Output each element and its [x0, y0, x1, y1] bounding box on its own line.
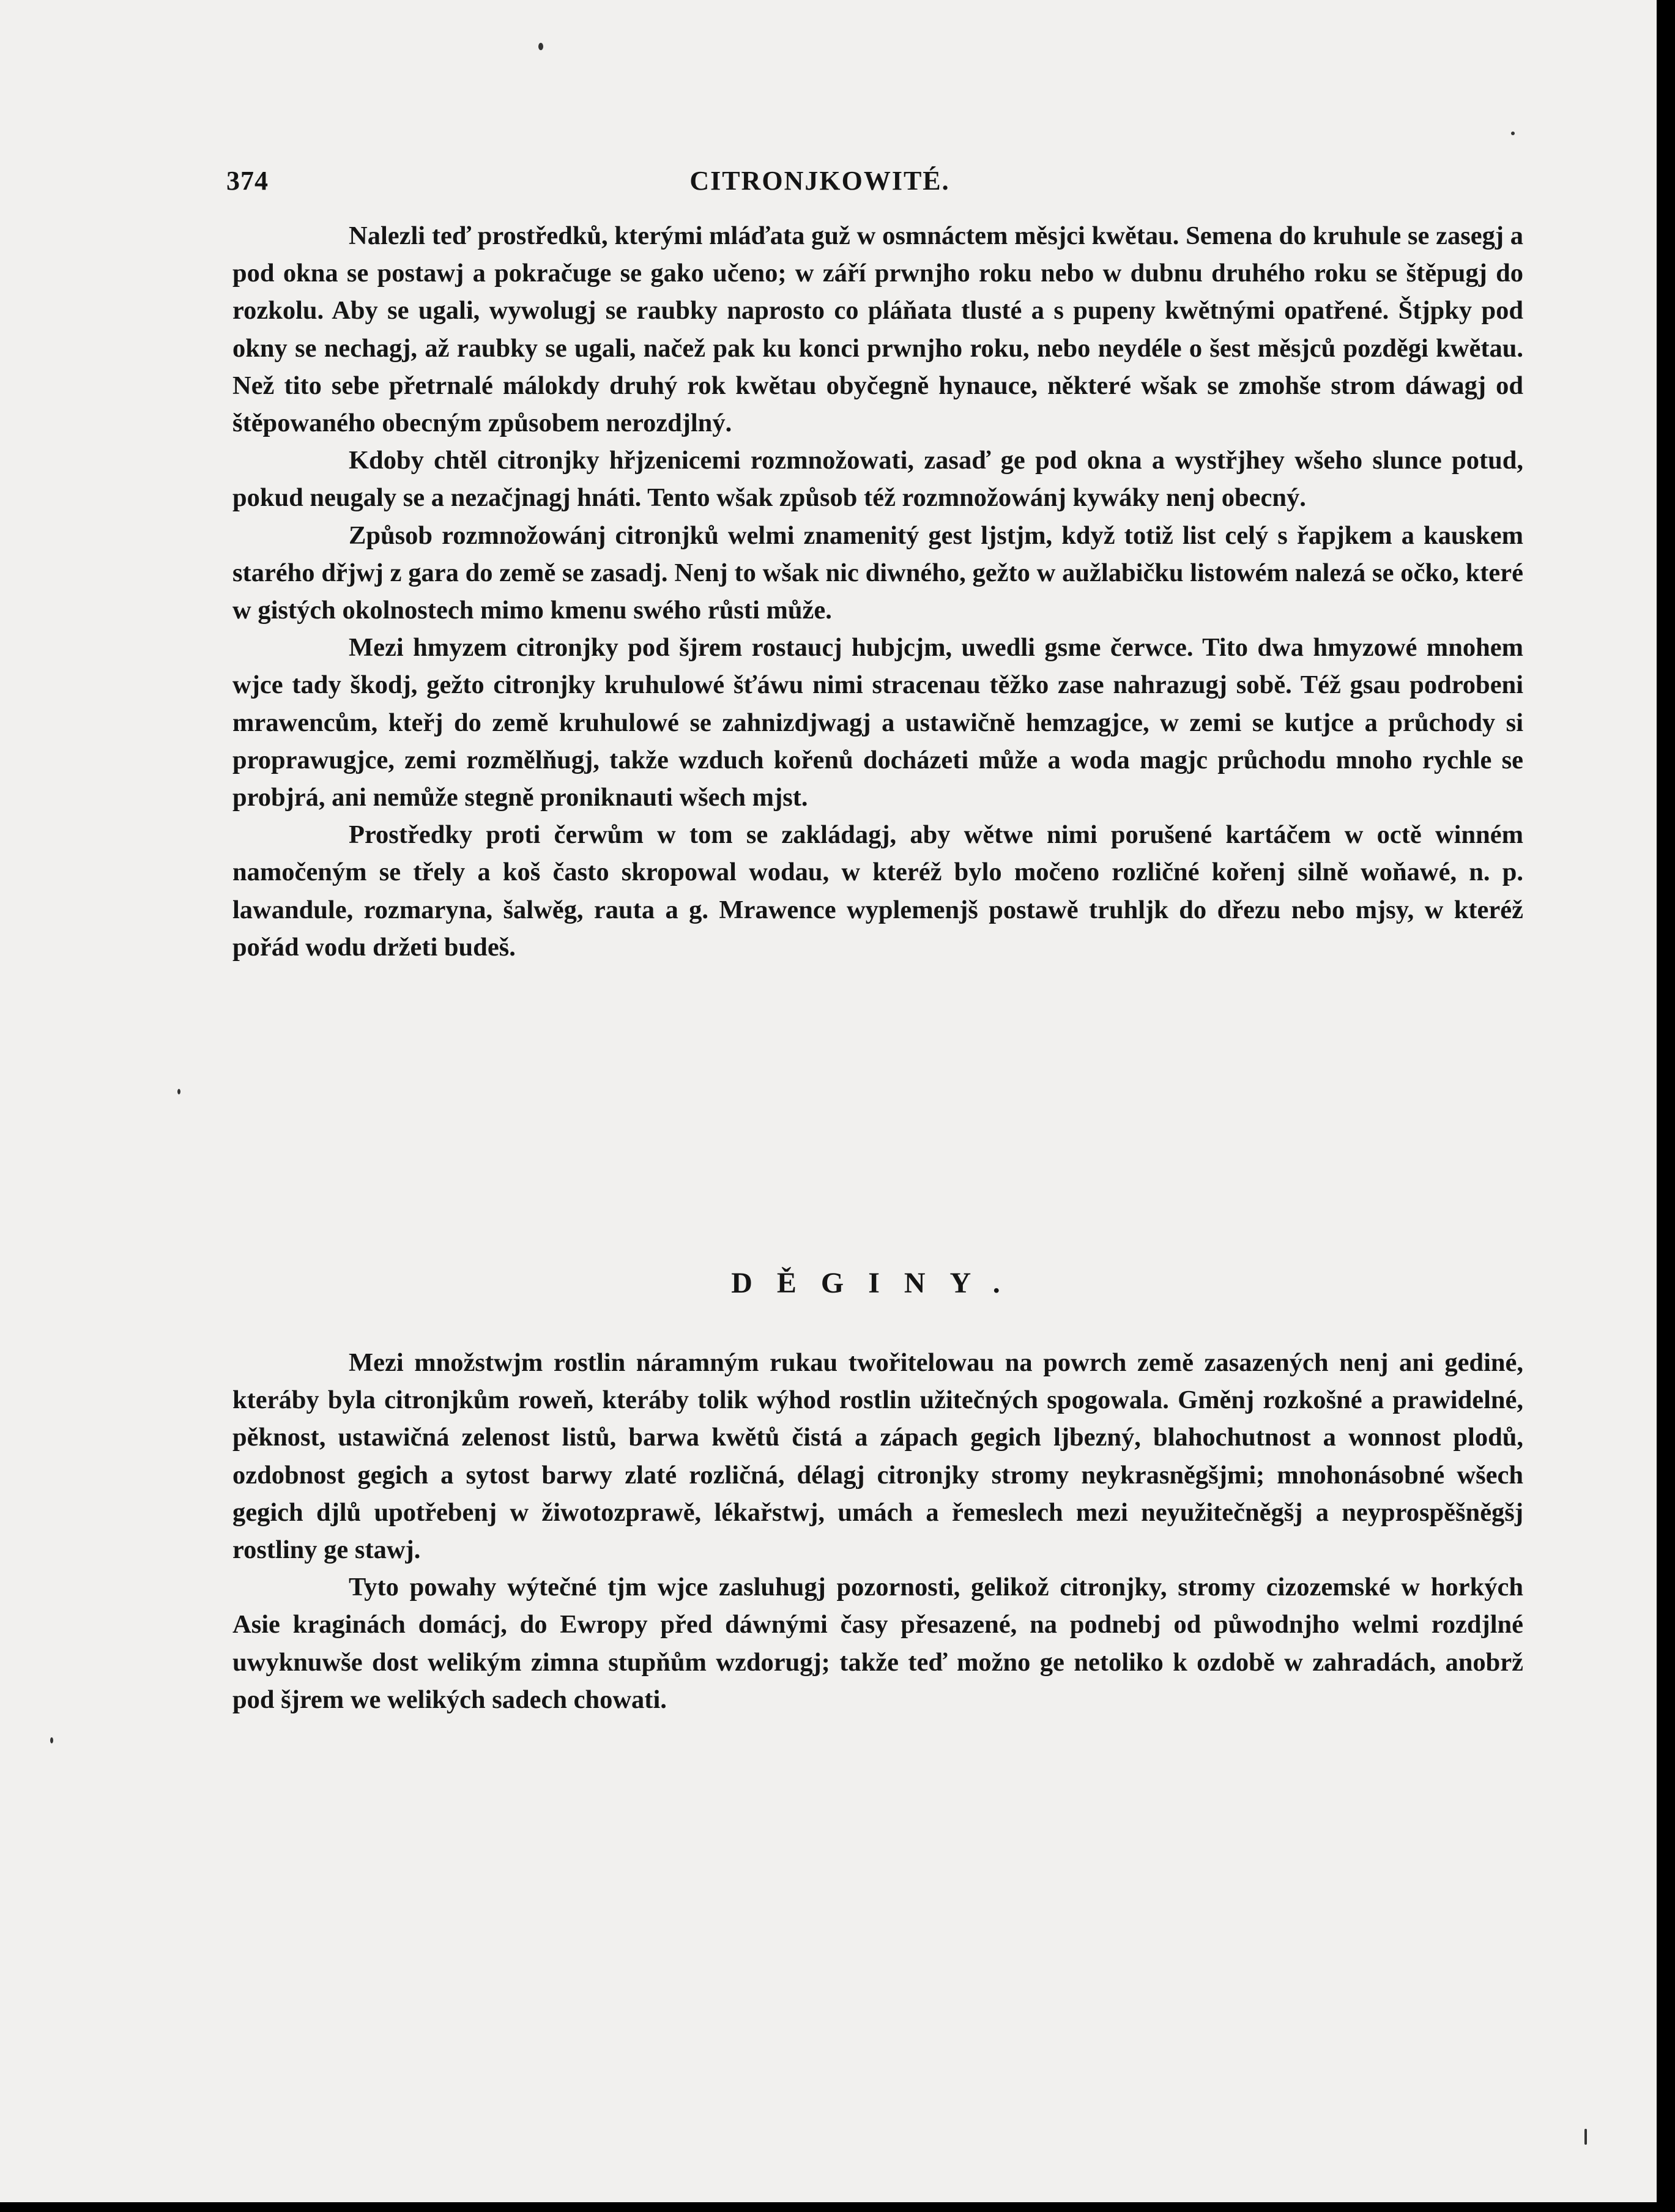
paragraph: Nalezli teď prostředků, kterými mláďata guž w osmnáctem měsjci kwětau. Semena do kruhule se zasegj a pod okna se postawj a pokračuge se gako učeno; w září prwnjho roku nebo w dubnu druhého roku se štěpugj do rozkolu. Aby se ugali, wywolugj se raubky naprosto co pláňata tlusté a s pupeny kwětnými opatřené. Štjpky pod okny se nechagj, až raubky se ugali, načež pak ku konci prwnjho roku, nebo neydéle o šest měsjců pozděgi kwětau. Než tito sebe přetrnalé málokdy druhý rok kwětau obyčegně hynauce, některé wšak se zmohše strom dáwagj od štěpowaného obecným způsobem nerozdjlný. [232, 221, 1523, 438]
paragraph: Mezi hmyzem citronjky pod šjrem rostaucj hubjcjm, uwedli gsme čerwce. Tito dwa hmyzowé mnohem wjce tady škodj, gežto citronjky kruhulowé šťáwu nimi stracenau těžko zase nahrazugj sobě. Též gsau podrobeni mrawencům, kteřj do země kruhulowé se zahnizdjwagj a ustawičně hemzagjce, w zemi se kutjce a průchody si proprawugjce, zemi rozmělňugj, takže wzduch kořenů docházeti může a woda magjc průchodu mnoho rychle se probjrá, ani nemůže stegně proniknauti wšech mjst. [232, 633, 1523, 812]
paragraph: Způsob rozmnožowánj citronjků welmi znamenitý gest ljstjm, když totiž list celý s řapjkem a kauskem starého dřjwj z gara do země se zasadj. Nenj to wšak nic diwného, gežto w aužlabičku listowém nalezá se očko, které w gistých okolnostech mimo kmenu swého růsti může. [232, 521, 1523, 625]
paper-speck [1511, 132, 1515, 135]
paragraph: Mezi množstwjm rostlin náramným rukau twořitelowau na powrch země zasazených nenj ani gediné, kteráby byla citronjkům roweň, kteráby tolik wýhod rostlin užitečných spogowala. Gměnj rozkošné a prawidelné, pěknost, ustawičná zelenost listů, barwa kwětů čistá a zápach gegich ljbezný, blahochutnost a wonnost plodů, ozdobnost gegich a sytost barwy zlaté rozličná, délagj citronjky stromy neykrasněgšjmi; mnohonásobné wšech gegich djlů upotřebenj w žiwotozprawě, lékařstwj, umách a řemeslech mezi neyužitečněgšj a neyprospěšněgšj rostliny ge stawj. [232, 1348, 1523, 1565]
page-header [226, 165, 1413, 202]
section-deginy-text [232, 1344, 1523, 1718]
paragraph: Kdoby chtěl citronjky hřjzenicemi rozmnožowati, zasaď ge pod okna a wystřjhey wšeho slunce potud, pokud neugaly se a nezačjnagj hnáti. Tento wšak způsob též rozmnožowánj kywáky nenj obecný. [232, 446, 1523, 513]
section-title: DĚGINY. [731, 1267, 1025, 1299]
paragraph: Prostředky proti čerwům w tom se zakládagj, aby wětwe nimi porušené kartáčem w octě winném namočeným se třely a koš často skropowal wodau, w kteréž bylo močeno rozličné kořenj silně woňawé, n. p. lawandule, rozmaryna, šalwěg, rauta a g. Mrawence wyplemenjš postawě truhljk do dřezu nebo mjsy, w kteréž pořád wodu držeti budeš. [232, 820, 1523, 962]
paper-speck [1584, 2129, 1587, 2145]
paragraph: Tyto powahy wýtečné tjm wjce zasluhugj pozornosti, gelikož citronjky, stromy cizozemské w horkých Asie kraginách domácj, do Ewropy před dáwnými časy přesazené, na podnebj od půwodnjho welmi rozdjlné uwyknuwše dost welikým zimna stupňům wzdorugj; takže teď možno ge netoliko k ozdobě w zahradách, anobrž pod šjrem we welikých sadech chowati. [232, 1573, 1523, 1714]
paper-speck [538, 43, 543, 50]
running-head: CITRONJKOWITÉ. [689, 166, 950, 196]
section-citronjkowite-text [232, 217, 1523, 966]
paper-speck [177, 1089, 180, 1094]
page-number: 374 [226, 166, 269, 196]
paper-speck [50, 1737, 53, 1743]
